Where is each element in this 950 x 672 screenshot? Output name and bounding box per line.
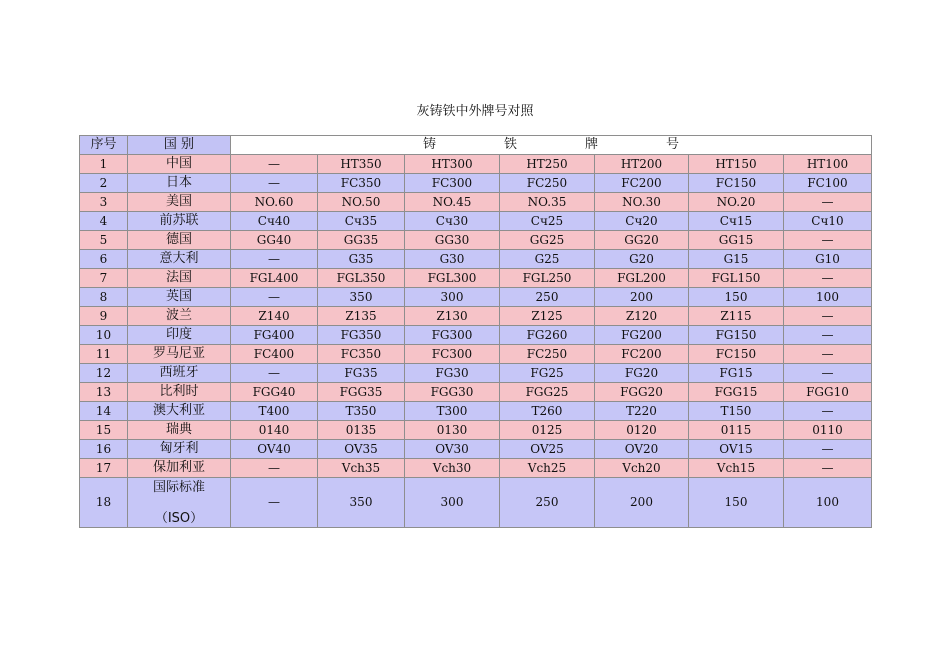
grade-cell: HT250 bbox=[500, 155, 595, 174]
grade-cell: G25 bbox=[500, 250, 595, 269]
grade-cell: FG350 bbox=[318, 326, 405, 345]
grade-cell: HT150 bbox=[689, 155, 784, 174]
grade-cell: FGL300 bbox=[405, 269, 500, 288]
grade-cell: 100 bbox=[784, 478, 872, 528]
grade-cell: OV15 bbox=[689, 440, 784, 459]
grade-cell: Vch15 bbox=[689, 459, 784, 478]
grade-cell: FC200 bbox=[595, 174, 689, 193]
grade-cell: Cч15 bbox=[689, 212, 784, 231]
grade-cell: FGG35 bbox=[318, 383, 405, 402]
table-row bbox=[80, 307, 872, 326]
table-row bbox=[80, 193, 872, 212]
grade-cell: T150 bbox=[689, 402, 784, 421]
grade-cell: FC300 bbox=[405, 174, 500, 193]
grade-cell: G30 bbox=[405, 250, 500, 269]
row-seq: 13 bbox=[80, 383, 128, 402]
grade-cell: Vch20 bbox=[595, 459, 689, 478]
row-country-line2: （ISO） bbox=[154, 510, 204, 526]
table-row bbox=[80, 174, 872, 193]
table-row bbox=[80, 402, 872, 421]
table-row bbox=[80, 155, 872, 174]
grade-cell: Vch25 bbox=[500, 459, 595, 478]
grade-cell: — bbox=[784, 307, 872, 326]
grade-cell: FG150 bbox=[689, 326, 784, 345]
grade-cell: 350 bbox=[318, 288, 405, 307]
grade-cell: G35 bbox=[318, 250, 405, 269]
row-seq: 16 bbox=[80, 440, 128, 459]
grade-cell: 150 bbox=[689, 288, 784, 307]
row-country: 西班牙 bbox=[128, 364, 231, 383]
header-seq: 序号 bbox=[80, 136, 128, 155]
grade-cell: FGL350 bbox=[318, 269, 405, 288]
grade-cell: G15 bbox=[689, 250, 784, 269]
row-seq: 6 bbox=[80, 250, 128, 269]
row-seq: 5 bbox=[80, 231, 128, 250]
grade-cell: HT200 bbox=[595, 155, 689, 174]
grade-cell: T220 bbox=[595, 402, 689, 421]
row-seq: 15 bbox=[80, 421, 128, 440]
grade-cell: FGL250 bbox=[500, 269, 595, 288]
grade-cell: 0140 bbox=[231, 421, 318, 440]
table-row bbox=[80, 326, 872, 345]
row-seq: 3 bbox=[80, 193, 128, 212]
grade-cell: 300 bbox=[405, 288, 500, 307]
grade-cell: Z115 bbox=[689, 307, 784, 326]
table-body bbox=[80, 136, 872, 528]
grade-cell: Cч35 bbox=[318, 212, 405, 231]
grade-cell: NO.60 bbox=[231, 193, 318, 212]
table-row bbox=[80, 231, 872, 250]
grade-cell: FC250 bbox=[500, 174, 595, 193]
table-row bbox=[80, 212, 872, 231]
grade-cell: OV35 bbox=[318, 440, 405, 459]
grade-cell: FGG30 bbox=[405, 383, 500, 402]
grade-cell: FC200 bbox=[595, 345, 689, 364]
grade-cell: — bbox=[231, 459, 318, 478]
table-row bbox=[80, 288, 872, 307]
grade-cell: T260 bbox=[500, 402, 595, 421]
grade-cell: 0135 bbox=[318, 421, 405, 440]
grade-cell: NO.30 bbox=[595, 193, 689, 212]
grade-cell: 250 bbox=[500, 478, 595, 528]
grade-cell: — bbox=[784, 440, 872, 459]
grade-cell: — bbox=[231, 155, 318, 174]
grade-cell: — bbox=[784, 269, 872, 288]
row-country: 日本 bbox=[128, 174, 231, 193]
grade-cell: HT100 bbox=[784, 155, 872, 174]
grade-cell: — bbox=[784, 345, 872, 364]
grade-cell: FGG25 bbox=[500, 383, 595, 402]
grade-cell: Z120 bbox=[595, 307, 689, 326]
grade-cell: Z125 bbox=[500, 307, 595, 326]
grade-cell: FGL150 bbox=[689, 269, 784, 288]
row-country-line1: 国际标准 bbox=[152, 479, 205, 495]
grade-cell: FG15 bbox=[689, 364, 784, 383]
grade-cell: — bbox=[231, 174, 318, 193]
document-title: 灰铸铁中外牌号对照 bbox=[416, 104, 534, 119]
row-country: 前苏联 bbox=[128, 212, 231, 231]
grade-cell: OV30 bbox=[405, 440, 500, 459]
row-seq: 11 bbox=[80, 345, 128, 364]
grade-cell: T400 bbox=[231, 402, 318, 421]
grade-cell: 0125 bbox=[500, 421, 595, 440]
grade-cell: NO.50 bbox=[318, 193, 405, 212]
row-seq: 2 bbox=[80, 174, 128, 193]
grade-cell: FC350 bbox=[318, 345, 405, 364]
row-seq: 10 bbox=[80, 326, 128, 345]
row-seq: 18 bbox=[80, 478, 128, 528]
grade-cell: — bbox=[231, 288, 318, 307]
row-country: 美国 bbox=[128, 193, 231, 212]
grade-cell: GG15 bbox=[689, 231, 784, 250]
row-country: 瑞典 bbox=[128, 421, 231, 440]
grade-cell: Z140 bbox=[231, 307, 318, 326]
grade-cell: GG20 bbox=[595, 231, 689, 250]
grade-cell: 0115 bbox=[689, 421, 784, 440]
grade-cell: FGG15 bbox=[689, 383, 784, 402]
grade-cell: — bbox=[784, 364, 872, 383]
grade-cell: NO.35 bbox=[500, 193, 595, 212]
grade-cell: 250 bbox=[500, 288, 595, 307]
grade-cell: G10 bbox=[784, 250, 872, 269]
grade-cell: FGL400 bbox=[231, 269, 318, 288]
grade-cell: — bbox=[231, 250, 318, 269]
table-row bbox=[80, 440, 872, 459]
grade-cell: Cч25 bbox=[500, 212, 595, 231]
row-country: 保加利亚 bbox=[128, 459, 231, 478]
grade-cell: FGL200 bbox=[595, 269, 689, 288]
table-row bbox=[80, 250, 872, 269]
row-country: 德国 bbox=[128, 231, 231, 250]
row-country: 澳大利亚 bbox=[128, 402, 231, 421]
header-grade-char: 号 bbox=[666, 137, 680, 152]
grade-cell: Vch30 bbox=[405, 459, 500, 478]
grade-cell: FG25 bbox=[500, 364, 595, 383]
grade-cell: — bbox=[231, 478, 318, 528]
row-country: 法国 bbox=[128, 269, 231, 288]
row-country: 波兰 bbox=[128, 307, 231, 326]
row-seq: 17 bbox=[80, 459, 128, 478]
row-seq: 8 bbox=[80, 288, 128, 307]
grade-cell: Z135 bbox=[318, 307, 405, 326]
grade-cell: FG200 bbox=[595, 326, 689, 345]
grade-cell: 0110 bbox=[784, 421, 872, 440]
grade-cell: 0120 bbox=[595, 421, 689, 440]
grade-cell: 200 bbox=[595, 288, 689, 307]
header-country: 国 别 bbox=[128, 136, 231, 155]
row-country: 罗马尼亚 bbox=[128, 345, 231, 364]
grade-cell: FGG40 bbox=[231, 383, 318, 402]
row-country: 匈牙利 bbox=[128, 440, 231, 459]
grade-cell: 300 bbox=[405, 478, 500, 528]
table-row bbox=[80, 345, 872, 364]
grade-cell: Z130 bbox=[405, 307, 500, 326]
grade-cell: Cч40 bbox=[231, 212, 318, 231]
header-grade-char: 铁 bbox=[503, 137, 517, 152]
header-row bbox=[80, 136, 872, 155]
grade-cell: 350 bbox=[318, 478, 405, 528]
grade-cell: FG260 bbox=[500, 326, 595, 345]
table-row bbox=[80, 478, 872, 528]
row-seq: 1 bbox=[80, 155, 128, 174]
grade-cell: Cч30 bbox=[405, 212, 500, 231]
header-grades bbox=[231, 136, 872, 155]
grade-cell: 150 bbox=[689, 478, 784, 528]
grade-cell: HT300 bbox=[405, 155, 500, 174]
grade-cell: OV20 bbox=[595, 440, 689, 459]
grade-cell: FGG20 bbox=[595, 383, 689, 402]
grade-cell: FG30 bbox=[405, 364, 500, 383]
row-country: 印度 bbox=[128, 326, 231, 345]
grade-cell: 200 bbox=[595, 478, 689, 528]
grade-comparison-table bbox=[79, 135, 872, 528]
grade-cell: FG35 bbox=[318, 364, 405, 383]
grade-cell: FC400 bbox=[231, 345, 318, 364]
header-grade-char: 铸 bbox=[422, 137, 436, 152]
grade-cell: OV40 bbox=[231, 440, 318, 459]
row-country bbox=[128, 478, 231, 528]
row-seq: 14 bbox=[80, 402, 128, 421]
grade-cell: FC150 bbox=[689, 174, 784, 193]
grade-cell: GG30 bbox=[405, 231, 500, 250]
row-seq: 7 bbox=[80, 269, 128, 288]
grade-cell: 0130 bbox=[405, 421, 500, 440]
grade-cell: OV25 bbox=[500, 440, 595, 459]
grade-cell: GG40 bbox=[231, 231, 318, 250]
table-row bbox=[80, 459, 872, 478]
header-grade-char: 牌 bbox=[585, 137, 599, 152]
grade-cell: FC250 bbox=[500, 345, 595, 364]
grade-cell: FG300 bbox=[405, 326, 500, 345]
grade-cell: — bbox=[784, 459, 872, 478]
row-seq: 12 bbox=[80, 364, 128, 383]
row-country: 比利时 bbox=[128, 383, 231, 402]
grade-cell: GG25 bbox=[500, 231, 595, 250]
grade-cell: FC150 bbox=[689, 345, 784, 364]
grade-cell: 100 bbox=[784, 288, 872, 307]
grade-cell: — bbox=[784, 231, 872, 250]
grade-cell: NO.45 bbox=[405, 193, 500, 212]
grade-cell: NO.20 bbox=[689, 193, 784, 212]
table-row bbox=[80, 383, 872, 402]
grade-cell: FC350 bbox=[318, 174, 405, 193]
grade-cell: FGG10 bbox=[784, 383, 872, 402]
grade-cell: — bbox=[784, 326, 872, 345]
grade-cell: FC100 bbox=[784, 174, 872, 193]
grade-cell: GG35 bbox=[318, 231, 405, 250]
grade-cell: FG20 bbox=[595, 364, 689, 383]
table-row bbox=[80, 421, 872, 440]
grade-cell: FC300 bbox=[405, 345, 500, 364]
row-seq: 4 bbox=[80, 212, 128, 231]
table-row bbox=[80, 364, 872, 383]
grade-cell: Cч20 bbox=[595, 212, 689, 231]
grade-cell: T350 bbox=[318, 402, 405, 421]
grade-cell: Cч10 bbox=[784, 212, 872, 231]
table-row bbox=[80, 269, 872, 288]
grade-cell: — bbox=[231, 364, 318, 383]
grade-cell: HT350 bbox=[318, 155, 405, 174]
row-country: 英国 bbox=[128, 288, 231, 307]
grade-cell: Vch35 bbox=[318, 459, 405, 478]
grade-cell: T300 bbox=[405, 402, 500, 421]
grade-cell: G20 bbox=[595, 250, 689, 269]
row-seq: 9 bbox=[80, 307, 128, 326]
row-country: 中国 bbox=[128, 155, 231, 174]
row-country: 意大利 bbox=[128, 250, 231, 269]
grade-cell: — bbox=[784, 402, 872, 421]
grade-cell: — bbox=[784, 193, 872, 212]
grade-cell: FG400 bbox=[231, 326, 318, 345]
